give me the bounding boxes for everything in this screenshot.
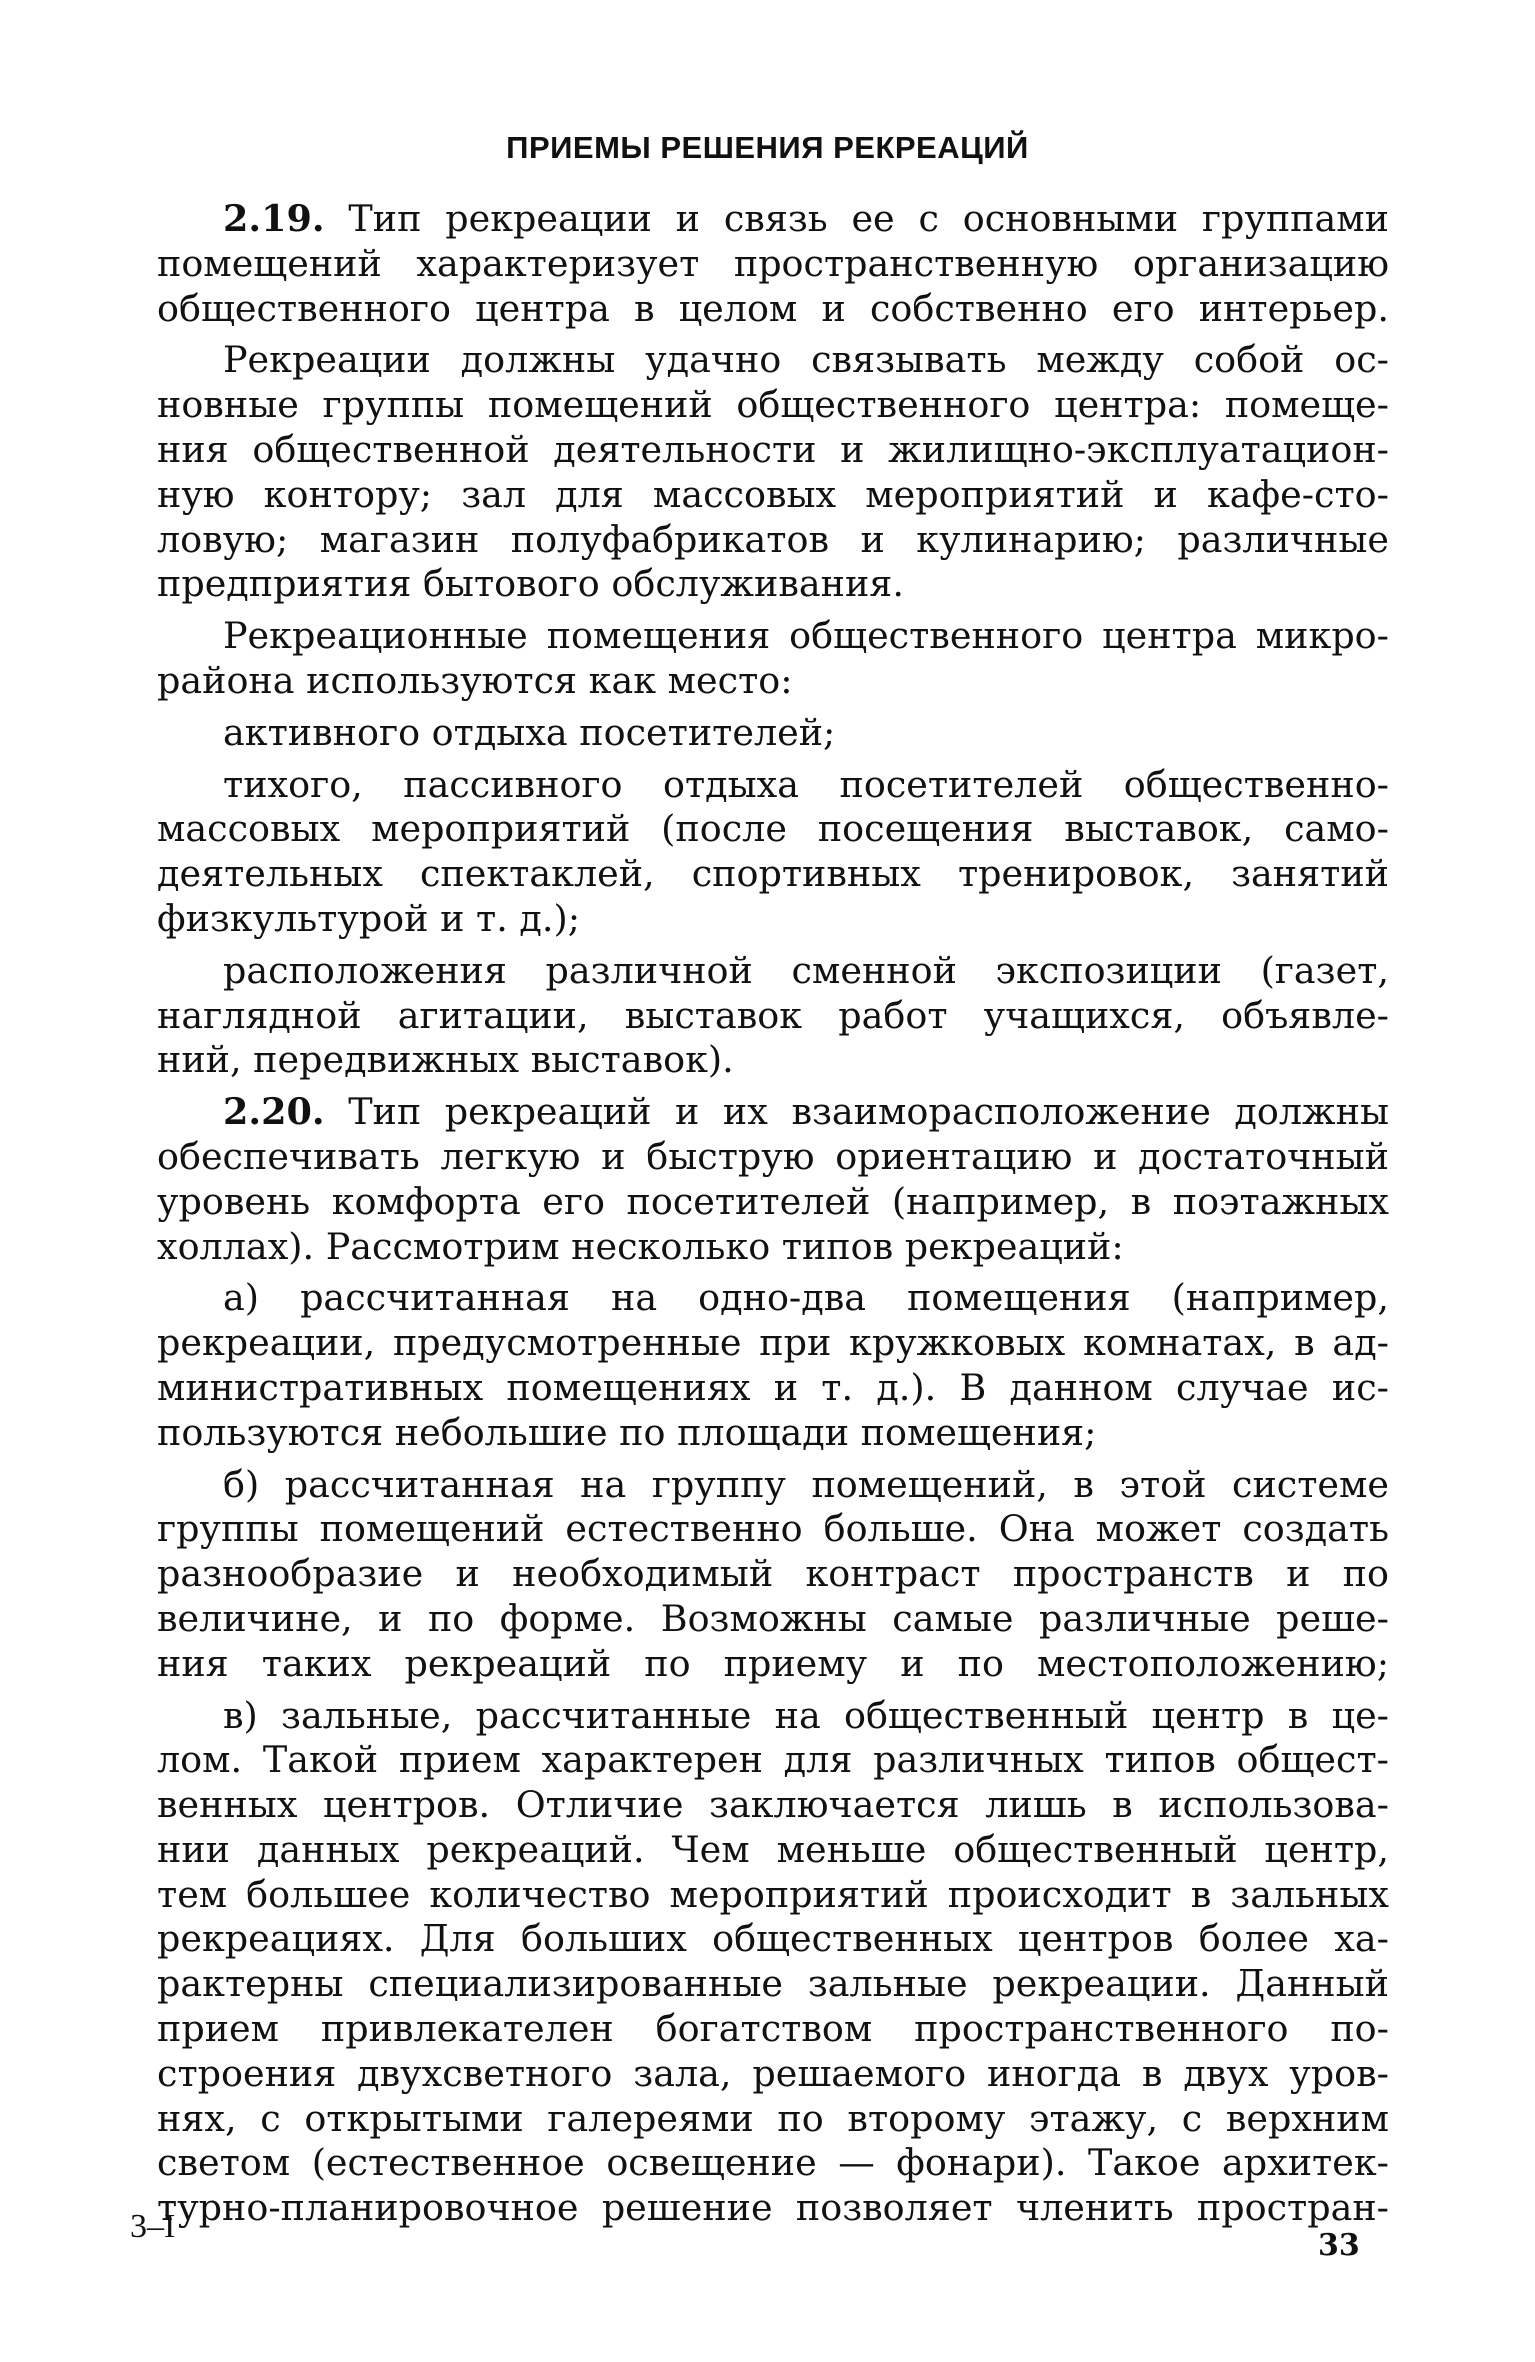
text-line (157, 1038, 1389, 1083)
text-line (157, 1642, 1389, 1687)
line-text: новные группы помещений общественного центра: помеще- (157, 383, 1389, 427)
text-line (157, 242, 1389, 287)
text-line (157, 1276, 1389, 1321)
paragraph-gap (157, 704, 1389, 711)
text-line (157, 2186, 1389, 2231)
paragraph (157, 1694, 1389, 2232)
paragraph (157, 1090, 1389, 1269)
line-text: района используются как место: (157, 658, 793, 702)
line-text: Тип рекреации и связь ее с основными группами (324, 197, 1389, 240)
text-line (157, 852, 1389, 897)
paragraph (157, 1463, 1389, 1687)
line-text: величине, и по форме. Возможны самые различные реше- (157, 1596, 1389, 1640)
line-text: рекреации, предусмотренные при кружковых комнатах, в ад- (157, 1321, 1389, 1365)
paragraph (157, 1276, 1389, 1455)
paragraph (157, 711, 1389, 756)
text-line (157, 711, 1389, 756)
line-text: разнообразие и необходимый контраст пространств и по (157, 1552, 1389, 1596)
text-line (157, 2141, 1389, 2186)
line-text: а) рассчитанная на одно-два помещения (например, (223, 1276, 1389, 1320)
line-text: Рекреации должны удачно связывать между собой ос- (223, 338, 1389, 382)
line-text: строения двухсветного зала, решаемого иногда в двух уров- (157, 2051, 1389, 2095)
text-line (157, 659, 1389, 704)
line-text: ния таких рекреаций по приему и по местоположению; (157, 1641, 1389, 1685)
text-line (157, 1463, 1389, 1508)
line-text: ную контору; зал для массовых мероприятий и кафе-сто- (157, 472, 1389, 516)
text-line (157, 518, 1389, 563)
line-text: лом. Такой прием характерен для различных типов общест- (157, 1738, 1389, 1782)
clause-number: 2.20. (223, 1090, 325, 1134)
line-text: тихого, пассивного отдыха посетителей общественно- (223, 762, 1389, 806)
line-text: общественного центра в целом и собственно его интерьер. (157, 286, 1389, 330)
text-line (157, 473, 1389, 518)
line-text: активного отдыха посетителей; (223, 710, 836, 754)
text-line (157, 1135, 1389, 1180)
text-line (157, 1917, 1389, 1962)
text-line (157, 763, 1389, 808)
text-line (157, 1225, 1389, 1270)
text-line (157, 1321, 1389, 1366)
line-text: физкультурой и т. д.); (157, 896, 581, 940)
text-line (157, 1738, 1389, 1783)
line-text: предприятия бытового обслуживания. (157, 562, 904, 606)
text-line (157, 1694, 1389, 1739)
line-text: рекреациях. Для больших общественных центров более ха- (157, 1917, 1389, 1961)
text-line (157, 1873, 1389, 1918)
paragraph-gap (157, 1687, 1389, 1694)
line-text: холлах). Рассмотрим несколько типов рекреаций: (157, 1224, 1124, 1268)
text-line (157, 1180, 1389, 1225)
text-line (157, 897, 1389, 942)
page-number: 33 (1318, 2228, 1360, 2263)
text-line (157, 807, 1389, 852)
section-heading: ПРИЕМЫ РЕШЕНИЯ РЕКРЕАЦИЙ (506, 130, 1029, 165)
text-line (157, 1783, 1389, 1828)
line-text: группы помещений естественно больше. Она может создать (157, 1507, 1389, 1551)
text-line (157, 1828, 1389, 1873)
text-line (157, 1366, 1389, 1411)
paragraph-gap (157, 756, 1389, 763)
text-line (157, 1962, 1389, 2007)
text-line (157, 1411, 1389, 1456)
line-text: расположения различной сменной экспозиции (газет, (223, 948, 1389, 992)
paragraph (157, 338, 1389, 607)
line-text: ния общественной деятельности и жилищно-эксплуатацион- (157, 427, 1389, 471)
text-line (157, 2052, 1389, 2097)
line-text: нии данных рекреаций. Чем меньше общественный центр, (157, 1827, 1389, 1871)
text-line (157, 614, 1389, 659)
text-line (157, 562, 1389, 607)
paragraph (157, 197, 1389, 331)
text-line (157, 1597, 1389, 1642)
line-text: светом (естественное освещение — фонари). Такое архитек- (157, 2141, 1389, 2185)
line-text: тем большее количество мероприятий происходит в зальных (157, 1872, 1389, 1916)
text-line (157, 383, 1389, 428)
paragraph-gap (157, 1269, 1389, 1276)
line-text: деятельных спектаклей, спортивных тренировок, занятий (157, 852, 1389, 896)
line-text: венных центров. Отличие заключается лишь в использова- (157, 1783, 1389, 1827)
text-line (157, 949, 1389, 994)
clause-number: 2.19. (223, 197, 325, 240)
paragraph-gap (157, 1456, 1389, 1463)
printer-signature-mark: 3–I (130, 2208, 176, 2245)
text-line (157, 1552, 1389, 1597)
line-text: нях, с открытыми галереями по второму этажу, с верхним (157, 2096, 1389, 2140)
text-line (157, 1507, 1389, 1552)
line-text: наглядной агитации, выставок работ учащихся, объявле- (157, 993, 1389, 1037)
line-text: рактерны специализированные зальные рекреации. Данный (157, 1962, 1389, 2006)
paragraph (157, 763, 1389, 942)
text-line (157, 197, 1389, 242)
paragraph (157, 949, 1389, 1083)
line-text: в) зальные, рассчитанные на общественный центр в це- (223, 1693, 1389, 1737)
text-line (157, 2007, 1389, 2052)
line-text: Тип рекреаций и их взаиморасположение должны (324, 1090, 1389, 1134)
text-line (157, 994, 1389, 1039)
line-text: министративных помещениях и т. д.). В данном случае ис- (157, 1365, 1389, 1409)
paragraph-gap (157, 942, 1389, 949)
paragraph-gap (157, 331, 1389, 338)
paragraph-gap (157, 1083, 1389, 1090)
text-line (157, 2097, 1389, 2142)
line-text: Рекреационные помещения общественного центра микро- (223, 614, 1389, 658)
line-text: помещений характеризует пространственную организацию (157, 241, 1389, 285)
line-text: б) рассчитанная на группу помещений, в этой системе (223, 1462, 1389, 1506)
line-text: ловую; магазин полуфабрикатов и кулинарию; различные (157, 517, 1389, 561)
line-text: ний, передвижных выставок). (157, 1038, 734, 1082)
text-line (157, 287, 1389, 332)
line-text: турно-планировочное решение позволяет членить простран- (157, 2186, 1389, 2230)
line-text: прием привлекателен богатством пространственного по- (157, 2007, 1389, 2051)
text-line (157, 428, 1389, 473)
line-text: пользуются небольшие по площади помещения; (157, 1410, 1097, 1454)
paragraph-gap (157, 607, 1389, 614)
line-text: обеспечивать легкую и быструю ориентацию и достаточный (157, 1134, 1389, 1178)
text-line (157, 338, 1389, 383)
line-text: уровень комфорта его посетителей (например, в поэтажных (157, 1179, 1389, 1223)
text-line (157, 1090, 1389, 1135)
line-text: массовых мероприятий (после посещения выставок, само- (157, 807, 1389, 851)
paragraph (157, 614, 1389, 704)
body-text (157, 197, 1389, 2231)
